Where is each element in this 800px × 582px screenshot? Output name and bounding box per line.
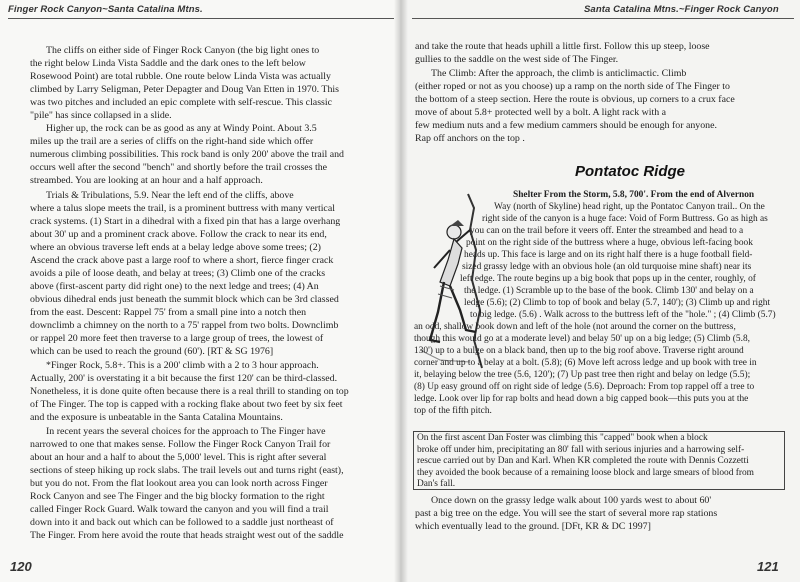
running-header: Santa Catalina Mtns.~Finger Rock Canyon xyxy=(584,4,779,15)
text-line: Way (north of Skyline) head right, up the Pontatoc Canyon trail.. On the xyxy=(494,202,765,212)
text-line: heads up. This face is large and on its right half there is a huge football field- xyxy=(464,250,753,260)
paragraph-intro: and take the route that heads uphill a little first. Follow this up steep, loose gullies to the saddle on the west side of The Finger. xyxy=(415,41,710,65)
text-line: the ledge. (1) Scramble up to the base of the book. Climb 130' and belay on a xyxy=(464,286,754,296)
text-line: (8) Up easy ground off on right side of ledge (5.6). Deproach: From top rappel off a tree to xyxy=(414,382,755,392)
text-line: 130') up to a bulge on a black band, then up to the big roof above. Traverse right around xyxy=(414,346,744,356)
paragraph-closing: Once down on the grassy ledge walk about 100 yards west to about 60' past a big tree on the edge. You will see the start of several more rap stations which eventually lead to the ground. [DFt, KR & DC 1997] xyxy=(415,495,718,532)
paragraph-higher-up: Higher up, the rock can be as good as any at Windy Point. About 3.5 miles up the trail are a series of cliffs on the right-hand side which offer numerous climbing possibilities. This rock band is only 200' above the trail and occurs well after the second "bench" and shortly before the trail crosses the streambed. You are looking at an hour and a half approach. xyxy=(30,123,344,186)
text-line: right side of the canyon is a huge face: Void of Form Buttress. Go as high as xyxy=(482,214,768,224)
text-line: you can on the trail before it veers off. Enter the streambed and head to a xyxy=(470,226,744,236)
text-line: left edge. The route begins up a big book that pops up in the center, roughly, of xyxy=(460,274,756,284)
paragraph-finger-rock: *Finger Rock, 5.8+. This is a 200' climb with a 2 to 3 hour approach. Actually, 200' is overstating it a bit because the first 120' can be third-classed. Nonetheless, it is done quite often because there is a real thrill to standing on top of The Finger. The top is capped with a rocking flake about two feet by six feet and the exposure is unbeatable in the Santa Catalina Mountains. xyxy=(30,360,349,423)
text-line: to big ledge. (5.6) . Walk across to the buttress left of the "hole." ; (4) Climb (5.7) xyxy=(470,310,776,320)
running-header: Finger Rock Canyon~Santa Catalina Mtns. xyxy=(8,4,203,15)
text-line: top of the fifth pitch. xyxy=(414,406,492,416)
book-gutter xyxy=(394,0,408,582)
text-line: ledge (5.6); (2) Climb to top of book and belay (5.7, 140'); (3) Climb up and right xyxy=(464,298,771,308)
text-line: an odd, shallow book down and left of the hole (not around the corner on the buttress, xyxy=(414,322,736,332)
text-line: it, belaying below the tree (5.6, 120'); (7) Up past tree then right and belay on ledge (5.5); xyxy=(414,370,751,380)
paragraph-trials-tribulations: Trials & Tribulations, 5.9. Near the left end of the cliffs, above where a talus slope meets the trail, is a prominent buttress with many vertical crack systems. (1) Start in a dihedral with a fixed pin that has a large overhang about 30' up and a prominent crack above. Follow the crack to near its end, where an obvious traverse left ends at a belay ledge above some trees; (2) Ascend the crack above past a large roof to where a short, fierce finger crack avoids a pile of loose death, and belay at trees; (3) Climb one of the cracks above (first-ascent party did right one) to the next ledge and trees; (4) An obvious dihedral ends just beneath the summit block which can be 3rd classed from the east. Descent: Rappel 75' from a small pine into a notch then downclimb a chimney on the north to a 75' rappel from two bolts. Downclimb or rappel 20 more feet then traverse to a large group of trees, the lowest of which can be used to reach the ground (60'). [RT & SG 1976] xyxy=(30,190,341,357)
text-line: corner and up to a belay at a bolt. (5.8); (6) Move left across ledge and up book with tree in xyxy=(414,358,757,368)
paragraph-the-climb: The Climb: After the approach, the climb is anticlimactic. Climb (either roped or not as you choose) up a ramp on the north side of The Finger to the bottom of a steep section. Here the route is obvious, up corners to a crux face move of about 5.8+ protected well by a bolt. A light rack with a few medium nuts and a few medium cammers should be enough for anyone. Rap off anchors on the top . xyxy=(415,68,735,144)
text-line: though this would go at a moderate level) and belay 50' up on a big ledge; (5) Climb (5.8, xyxy=(414,334,750,344)
paragraph-cliffs: The cliffs on either side of Finger Rock Canyon (the big light ones to the right below Linda Vista Saddle and the dark ones to the left below Rosewood Point) are total rubble. One route below Linda Vista was actually climbed by Larry Seligman, Peter Depagter and Doug Van Etten in 1970. This was two pitches and included an epic complete with self-rescue. This classic "pile" has since collapsed in a slide. xyxy=(30,45,339,121)
text-line: ledge. Look over lip for rap bolts and head down a big capped book—this puts you at the xyxy=(414,394,749,404)
text-line: sized grassy ledge with an obvious hole (an old turquoise mine shaft) near its xyxy=(462,262,752,272)
paragraph-approach: In recent years the several choices for the approach to The Finger have narrowed to one that makes sense. Follow the Finger Rock Canyon Trail for about an hour and a half to about the 5,000' level. This is right after several sections of steep hiking up rock slabs. The trail levels out and turns right (east), but you do not. From the flat lookout area you can look north across Finger Rock Canyon and see The Finger and the big blocky formation to the right called Finger Rock Guard. Walk toward the canyon and you will find a trail down into it and back out which can be followed to a saddle just northeast of The Finger. From here avoid the route that heads straight west out of the saddle xyxy=(30,426,344,541)
page-number: 121 xyxy=(757,559,779,574)
first-ascent-note-box: On the first ascent Dan Foster was climbing this "capped" book when a block broke off under him, precipitating an 80' fall with serious injuries and a harrowing self- rescue carried out by Dan and Karl. When KR completed the route with Dennis Cozzetti they avoided the book because of a remaining loose block and large smears of blood from Dan's fall. xyxy=(413,431,785,490)
text-line: point on the right side of the buttress where a huge, obvious left-facing book xyxy=(466,238,753,248)
header-rule xyxy=(8,18,394,19)
text-line: Shelter From the Storm, 5.8, 700'. From the end of Alvernon xyxy=(513,190,755,200)
header-rule xyxy=(412,18,794,19)
page-number: 120 xyxy=(10,559,32,574)
section-title: Pontatoc Ridge xyxy=(575,163,686,180)
